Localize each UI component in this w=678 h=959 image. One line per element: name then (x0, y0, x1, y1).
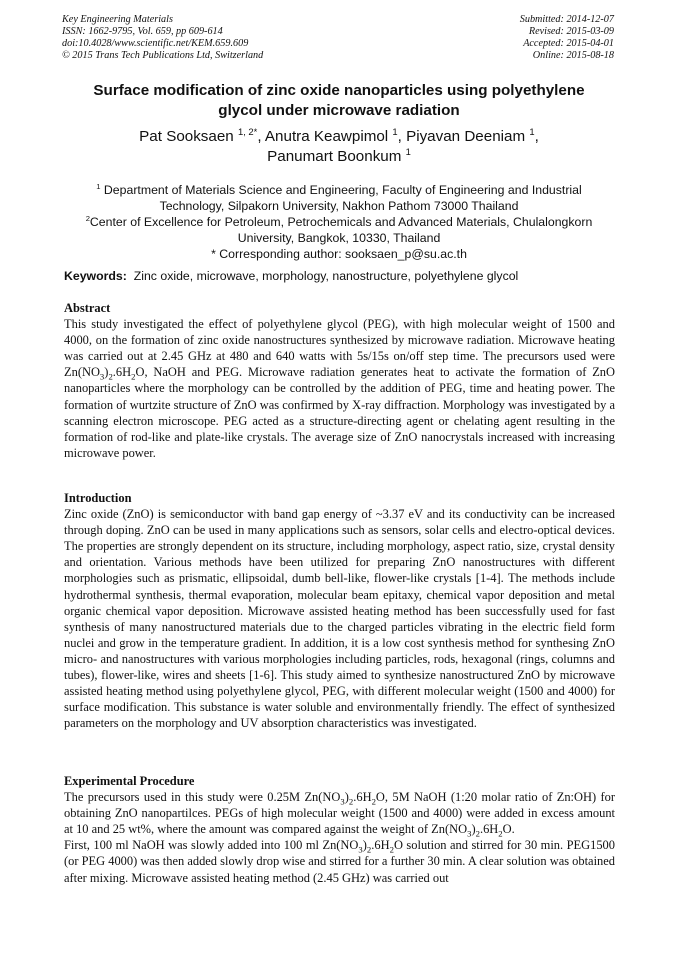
title-line-2: glycol under microwave radiation (218, 101, 460, 119)
keywords (64, 268, 616, 284)
abstract-heading: Abstract (64, 301, 111, 315)
author-3-affil: 1 (529, 125, 535, 137)
author-4: Panumart Boonkum (267, 148, 406, 165)
affiliation-1-line-1: $^1$ Department of Materials Science and Engineering, Faculty of Engineering and Industrial (96, 181, 582, 197)
authors-line-2 (62, 147, 616, 167)
affiliation-2-line-2: University, Bangkok, 10330, Thailand (237, 231, 441, 245)
author-1: Pat Sooksaen (139, 128, 238, 145)
journal-info (62, 14, 263, 62)
introduction-section (64, 490, 615, 731)
experimental-paragraph-2: First, 100 ml NaOH was slowly added into 100 ml $Zn(NO_3)_2.6H_2O$ solution and stirred for 30 min. PEG1500 (or PEG 4000) was then added slowly drop wise and stirred for a further 30 min. A clear solution was obtained after mixing. Microwave assisted heating method (2.45 GHz) was carried out (64, 838, 615, 885)
accepted-date: Accepted: 2015-04-01 (523, 38, 614, 49)
paper-title (62, 81, 616, 120)
author-3: , Piyavan Deeniam (397, 128, 530, 145)
author-3-separator: , (534, 128, 539, 145)
author-2: , Anutra Keawpimol (257, 128, 393, 145)
experimental-heading: Experimental Procedure (64, 774, 195, 788)
introduction-heading: Introduction (64, 491, 132, 505)
affiliation-2-number: 2 (85, 213, 90, 223)
copyright: © 2015 Trans Tech Publications Ltd, Switzerland (62, 50, 264, 61)
experimental-paragraph-1: The precursors used in this study were 0.25M $Zn(NO_3)_2.6H_2O$, 5M NaOH (1:20 molar ratio of Zn:OH) for obtaining ZnO nanopartilces. PEGs of high molecular weight (1500 and 4000) were added in excess amount at 10 and 25 wt%, where the amount was compared against the weight of $Zn(NO_3)_2.6H_2O$. (64, 790, 615, 839)
online-date: Online: 2015-08-18 (532, 50, 614, 61)
authors-line-1 (62, 127, 616, 147)
author-list (62, 127, 616, 167)
abstract-text: This study investigated the effect of polyethylene glycol (PEG), with high molecular weight of 1500 and 4000, on the formation of zinc oxide nanostructures synthesized by microwave radiation. Microwave heating was carried out at 2.45 GHz at 480 and 640 watts with 5s/15s on/off step time. The precursors used were $Zn(NO_3)_2.6H_2O$, NaOH and PEG. Microwave radiation generates heat to activate the formation of ZnO nanoparticles where the morphology can be controlled by the addition of PEG, time and heating power. The formation of wurtzite structure of ZnO was confirmed by X-ray diffraction. Morphology was investigated by a scanning electron microscope. PEG acted as a structure-directing agent or chelating agent resulting in the formation of rod-like and plate-like crystals. The average size of ZnO nanocrystals increased with increasing microwave power. (64, 317, 615, 460)
introduction-text: Zinc oxide (ZnO) is semiconductor with band gap energy of ~3.37 eV and its conductivity can be increased through doping. ZnO can be used in many applications such as sensors, solar cells and electro-optical devices. The properties are strongly dependent on its structure, including morphology, aspect ratio, size, crystal density and orientation. Various methods have been utilized for preparing ZnO nanostructures with different morphologies such as prismatic, ellipsoidal, dumb bell-like, flower-like crystals [1-4]. The methods include hydrothermal synthesis, thermal evaporation, molecular beam epitaxy, chemical vapor deposition and metal organic chemical vapor deposition. Microwave assisted heating method has been successfully used for fast synthesis of many nanostructured materials due to the charged particles vibrating in the electric field form nuclei and grow in the temperature gradient. In addition, it is a low cost synthesis method for synthesing ZnO micro- and nanostructures with various morphologies including particles, rods, hexagonal (rings, columns and tubes), flower-like, wires and sheets [1-6]. This study aimed to synthesize nanostructured ZnO by microwave assisted heating method using polyethylene glycol, PEG, with different molecular weight (1500 and 4000) for surface modification. This substance is water soluble and environmentally friendly. The effect of synthesized parameters on the morphology and UV absorption characteristics was investigated. (64, 507, 615, 731)
keywords-text: Zinc oxide, microwave, morphology, nanostructure, polyethylene glycol (126, 269, 519, 283)
revised-date: Revised: 2015-03-09 (528, 26, 614, 37)
affiliation-2-line-1: $^2$Center of Excellence for Petroleum, Petrochemicals and Advanced Materials, Chulalongkorn (85, 213, 593, 229)
author-2-affil: 1 (392, 125, 398, 137)
abstract-section (64, 300, 615, 461)
author-1-affil: 1, 2* (237, 125, 258, 137)
publication-dates (520, 14, 614, 62)
corresponding-author: * Corresponding author: sooksaen_p@su.ac.th (211, 247, 467, 261)
affiliation-1-line-2: Technology, Silpakorn University, Nakhon Pathom 73000 Thailand (159, 199, 519, 213)
author-4-affil: 1 (405, 145, 411, 157)
issn: ISSN: 1662-9795, Vol. 659, pp 609-614 (62, 26, 223, 37)
keywords-label: Keywords: (64, 269, 127, 283)
doi: doi:10.4028/www.scientific.net/KEM.659.609 (62, 38, 249, 49)
affiliation-1-number: 1 (96, 181, 101, 191)
affiliations (62, 182, 616, 262)
submitted-date: Submitted: 2014-12-07 (519, 14, 614, 25)
journal-name: Key Engineering Materials (62, 14, 173, 25)
title-line-1: Surface modification of zinc oxide nanoparticles using polyethylene (93, 82, 585, 99)
experimental-section (64, 773, 615, 886)
